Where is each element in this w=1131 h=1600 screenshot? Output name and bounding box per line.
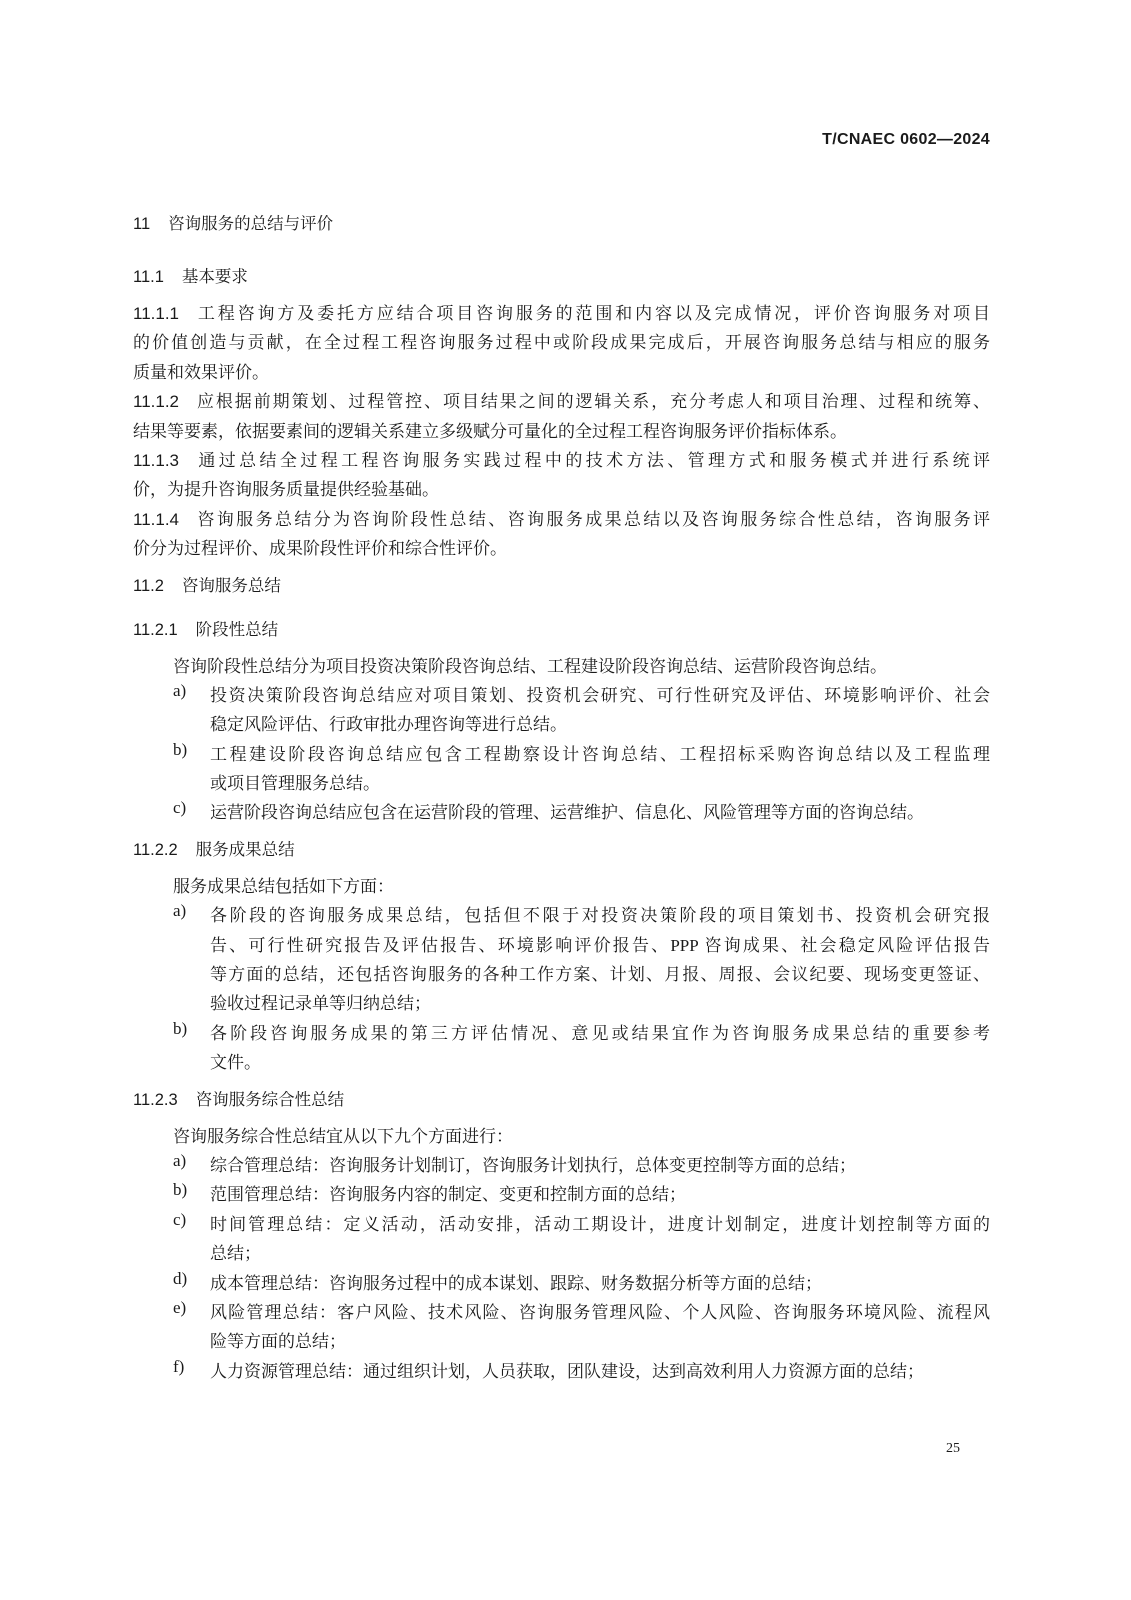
section-heading bbox=[133, 564, 990, 608]
section-title: 基本要求 bbox=[181, 268, 248, 286]
clause-number: 11.1.2 bbox=[133, 392, 180, 412]
section-number: 11.2.1 bbox=[133, 620, 178, 639]
text-line bbox=[210, 1239, 990, 1268]
line-text: 总结； bbox=[210, 1244, 261, 1264]
list-item bbox=[133, 1019, 990, 1078]
section-number: 11 bbox=[133, 215, 151, 233]
line-text: 人力资源管理总结：通过组织计划，人员获取，团队建设，达到高效利用人力资源方面的总结； bbox=[210, 1361, 924, 1381]
list-label: f) bbox=[173, 1356, 185, 1376]
text-line bbox=[210, 960, 990, 989]
text-line bbox=[133, 446, 990, 475]
list-label: c) bbox=[173, 798, 187, 818]
line-text: 咨询阶段性总结分为项目投资决策阶段咨询总结、工程建设阶段咨询总结、运营阶段咨询总结。 bbox=[173, 656, 887, 676]
list-label: b) bbox=[173, 739, 188, 759]
text-line bbox=[133, 299, 990, 328]
paragraph bbox=[133, 387, 990, 446]
text-line bbox=[133, 328, 990, 357]
line-text: 综合管理总结：咨询服务计划制订，咨询服务计划执行，总体变更控制等方面的总结； bbox=[210, 1155, 856, 1175]
list-label: e) bbox=[173, 1297, 187, 1317]
paragraph bbox=[133, 505, 990, 564]
list-item bbox=[133, 901, 990, 1019]
line-text: 范围管理总结：咨询服务内容的制定、变更和控制方面的总结； bbox=[210, 1185, 686, 1205]
line-text: 文件。 bbox=[210, 1053, 261, 1073]
section-title: 咨询服务总结 bbox=[181, 576, 281, 595]
line-text: 的价值创造与贡献，在全过程工程咨询服务过程中或阶段成果完成后，开展咨询服务总结与相应的服务 bbox=[133, 333, 990, 353]
section-number: 11.2 bbox=[133, 576, 164, 595]
paragraph bbox=[133, 1122, 990, 1151]
text-line bbox=[210, 769, 990, 798]
clause-number: 11.1.4 bbox=[133, 509, 180, 529]
text-line bbox=[173, 1122, 990, 1151]
section-heading bbox=[133, 1078, 990, 1122]
line-text: 投资决策阶段咨询总结应对项目策划、投资机会研究、可行性研究及评估、环境影响评价、社会 bbox=[210, 685, 990, 705]
clause-number: 11.1.1 bbox=[133, 304, 180, 323]
section-number: 11.1 bbox=[133, 268, 164, 286]
line-text: 各阶段咨询服务成果的第三方评估情况、意见或结果宜作为咨询服务成果总结的重要参考 bbox=[210, 1023, 990, 1043]
text-line bbox=[210, 1210, 990, 1239]
list-label: a) bbox=[173, 1150, 187, 1170]
list-item bbox=[133, 1151, 990, 1180]
paragraph bbox=[133, 652, 990, 681]
section-number: 11.2.3 bbox=[133, 1090, 178, 1109]
line-text: 结果等要素，依据要素间的逻辑关系建立多级赋分可量化的全过程工程咨询服务评价指标体系。 bbox=[133, 421, 847, 441]
text-line bbox=[210, 1180, 990, 1209]
line-text: 等方面的总结，还包括咨询服务的各种工作方案、计划、月报、周报、会议纪要、现场变更签证、 bbox=[210, 965, 990, 985]
list-label: c) bbox=[173, 1209, 187, 1229]
list-item bbox=[133, 1269, 990, 1298]
line-text: 价分为过程评价、成果阶段性评价和综合性评价。 bbox=[133, 539, 507, 559]
text-line bbox=[210, 1019, 990, 1048]
text-line bbox=[210, 1327, 990, 1356]
paragraph bbox=[133, 872, 990, 901]
line-text: 通过总结全过程工程咨询服务实践过程中的技术方法、管理方式和服务模式并进行系统评 bbox=[195, 450, 990, 470]
list-item bbox=[133, 1210, 990, 1269]
line-text: 运营阶段咨询总结应包含在运营阶段的管理、运营维护、信息化、风险管理等方面的咨询总结。 bbox=[210, 803, 924, 823]
text-line bbox=[210, 710, 990, 739]
text-line bbox=[210, 1357, 990, 1386]
paragraph bbox=[133, 446, 990, 505]
clause-number: 11.1.3 bbox=[133, 450, 180, 470]
page-number: 25 bbox=[946, 1441, 960, 1456]
section-heading bbox=[133, 828, 990, 872]
text-line bbox=[210, 798, 990, 827]
section-title: 阶段性总结 bbox=[195, 620, 279, 639]
text-line bbox=[210, 1269, 990, 1298]
text-line bbox=[210, 989, 990, 1018]
text-line bbox=[210, 901, 990, 930]
section-heading bbox=[133, 202, 990, 246]
line-text: 成本管理总结：咨询服务过程中的成本谋划、跟踪、财务数据分析等方面的总结； bbox=[210, 1273, 822, 1293]
list-label: b) bbox=[173, 1018, 188, 1038]
line-text: 或项目管理服务总结。 bbox=[210, 774, 380, 794]
paragraph bbox=[133, 299, 990, 387]
list-label: a) bbox=[173, 680, 187, 700]
text-line bbox=[173, 872, 990, 901]
line-text: 时间管理总结：定义活动，活动安排，活动工期设计，进度计划制定，进度计划控制等方面的 bbox=[210, 1214, 990, 1234]
list-item bbox=[133, 740, 990, 799]
text-line bbox=[133, 534, 990, 563]
text-line bbox=[210, 740, 990, 769]
line-text: 稳定风险评估、行政审批办理咨询等进行总结。 bbox=[210, 715, 567, 735]
list-label: d) bbox=[173, 1268, 188, 1288]
line-text: 咨询服务综合性总结宜从以下九个方面进行： bbox=[173, 1126, 513, 1146]
section-heading bbox=[133, 255, 990, 299]
text-line bbox=[173, 652, 990, 681]
text-line bbox=[210, 931, 990, 960]
text-line bbox=[133, 358, 990, 387]
line-text: 各阶段的咨询服务成果总结，包括但不限于对投资决策阶段的项目策划书、投资机会研究报 bbox=[210, 906, 990, 926]
line-text: 告、可行性研究报告及评估报告、环境影响评价报告、PPP 咨询成果、社会稳定风险评估报告 bbox=[210, 935, 990, 955]
section-heading bbox=[133, 608, 990, 652]
text-line bbox=[133, 417, 990, 446]
section-title: 服务成果总结 bbox=[195, 840, 295, 859]
line-text: 服务成果总结包括如下方面： bbox=[173, 876, 394, 896]
list-item bbox=[133, 798, 990, 827]
list-label: a) bbox=[173, 901, 187, 921]
line-text: 质量和效果评价。 bbox=[133, 362, 269, 382]
section-title: 咨询服务的总结与评价 bbox=[168, 215, 334, 233]
text-line bbox=[210, 1298, 990, 1327]
text-line bbox=[210, 681, 990, 710]
text-line bbox=[133, 505, 990, 534]
list-item bbox=[133, 1180, 990, 1209]
line-text: 咨询服务总结分为咨询阶段性总结、咨询服务成果总结以及咨询服务综合性总结，咨询服务评 bbox=[195, 509, 990, 529]
text-line bbox=[210, 1048, 990, 1077]
text-line bbox=[133, 475, 990, 504]
list-item bbox=[133, 1357, 990, 1386]
document-header-id: T/CNAEC 0602—2024 bbox=[822, 131, 990, 148]
line-text: 险等方面的总结； bbox=[210, 1332, 346, 1352]
list-item bbox=[133, 681, 990, 740]
text-line bbox=[210, 1151, 990, 1180]
document-body bbox=[133, 202, 990, 1386]
text-line bbox=[133, 387, 990, 416]
line-text: 风险管理总结：客户风险、技术风险、咨询服务管理风险、个人风险、咨询服务环境风险、流程风 bbox=[210, 1302, 990, 1322]
line-text: 工程建设阶段咨询总结应包含工程勘察设计咨询总结、工程招标采购咨询总结以及工程监理 bbox=[210, 744, 990, 764]
line-text: 应根据前期策划、过程管控、项目结果之间的逻辑关系，充分考虑人和项目治理、过程和统筹、 bbox=[195, 392, 990, 412]
line-text: 验收过程记录单等归纳总结； bbox=[210, 994, 431, 1014]
line-text: 价，为提升咨询服务质量提供经验基础。 bbox=[133, 480, 439, 500]
section-number: 11.2.2 bbox=[133, 840, 178, 859]
section-title: 咨询服务综合性总结 bbox=[195, 1090, 345, 1109]
list-label: b) bbox=[173, 1180, 188, 1200]
line-text: 工程咨询方及委托方应结合项目咨询服务的范围和内容以及完成情况，评价咨询服务对项目 bbox=[195, 304, 990, 323]
list-item bbox=[133, 1298, 990, 1357]
